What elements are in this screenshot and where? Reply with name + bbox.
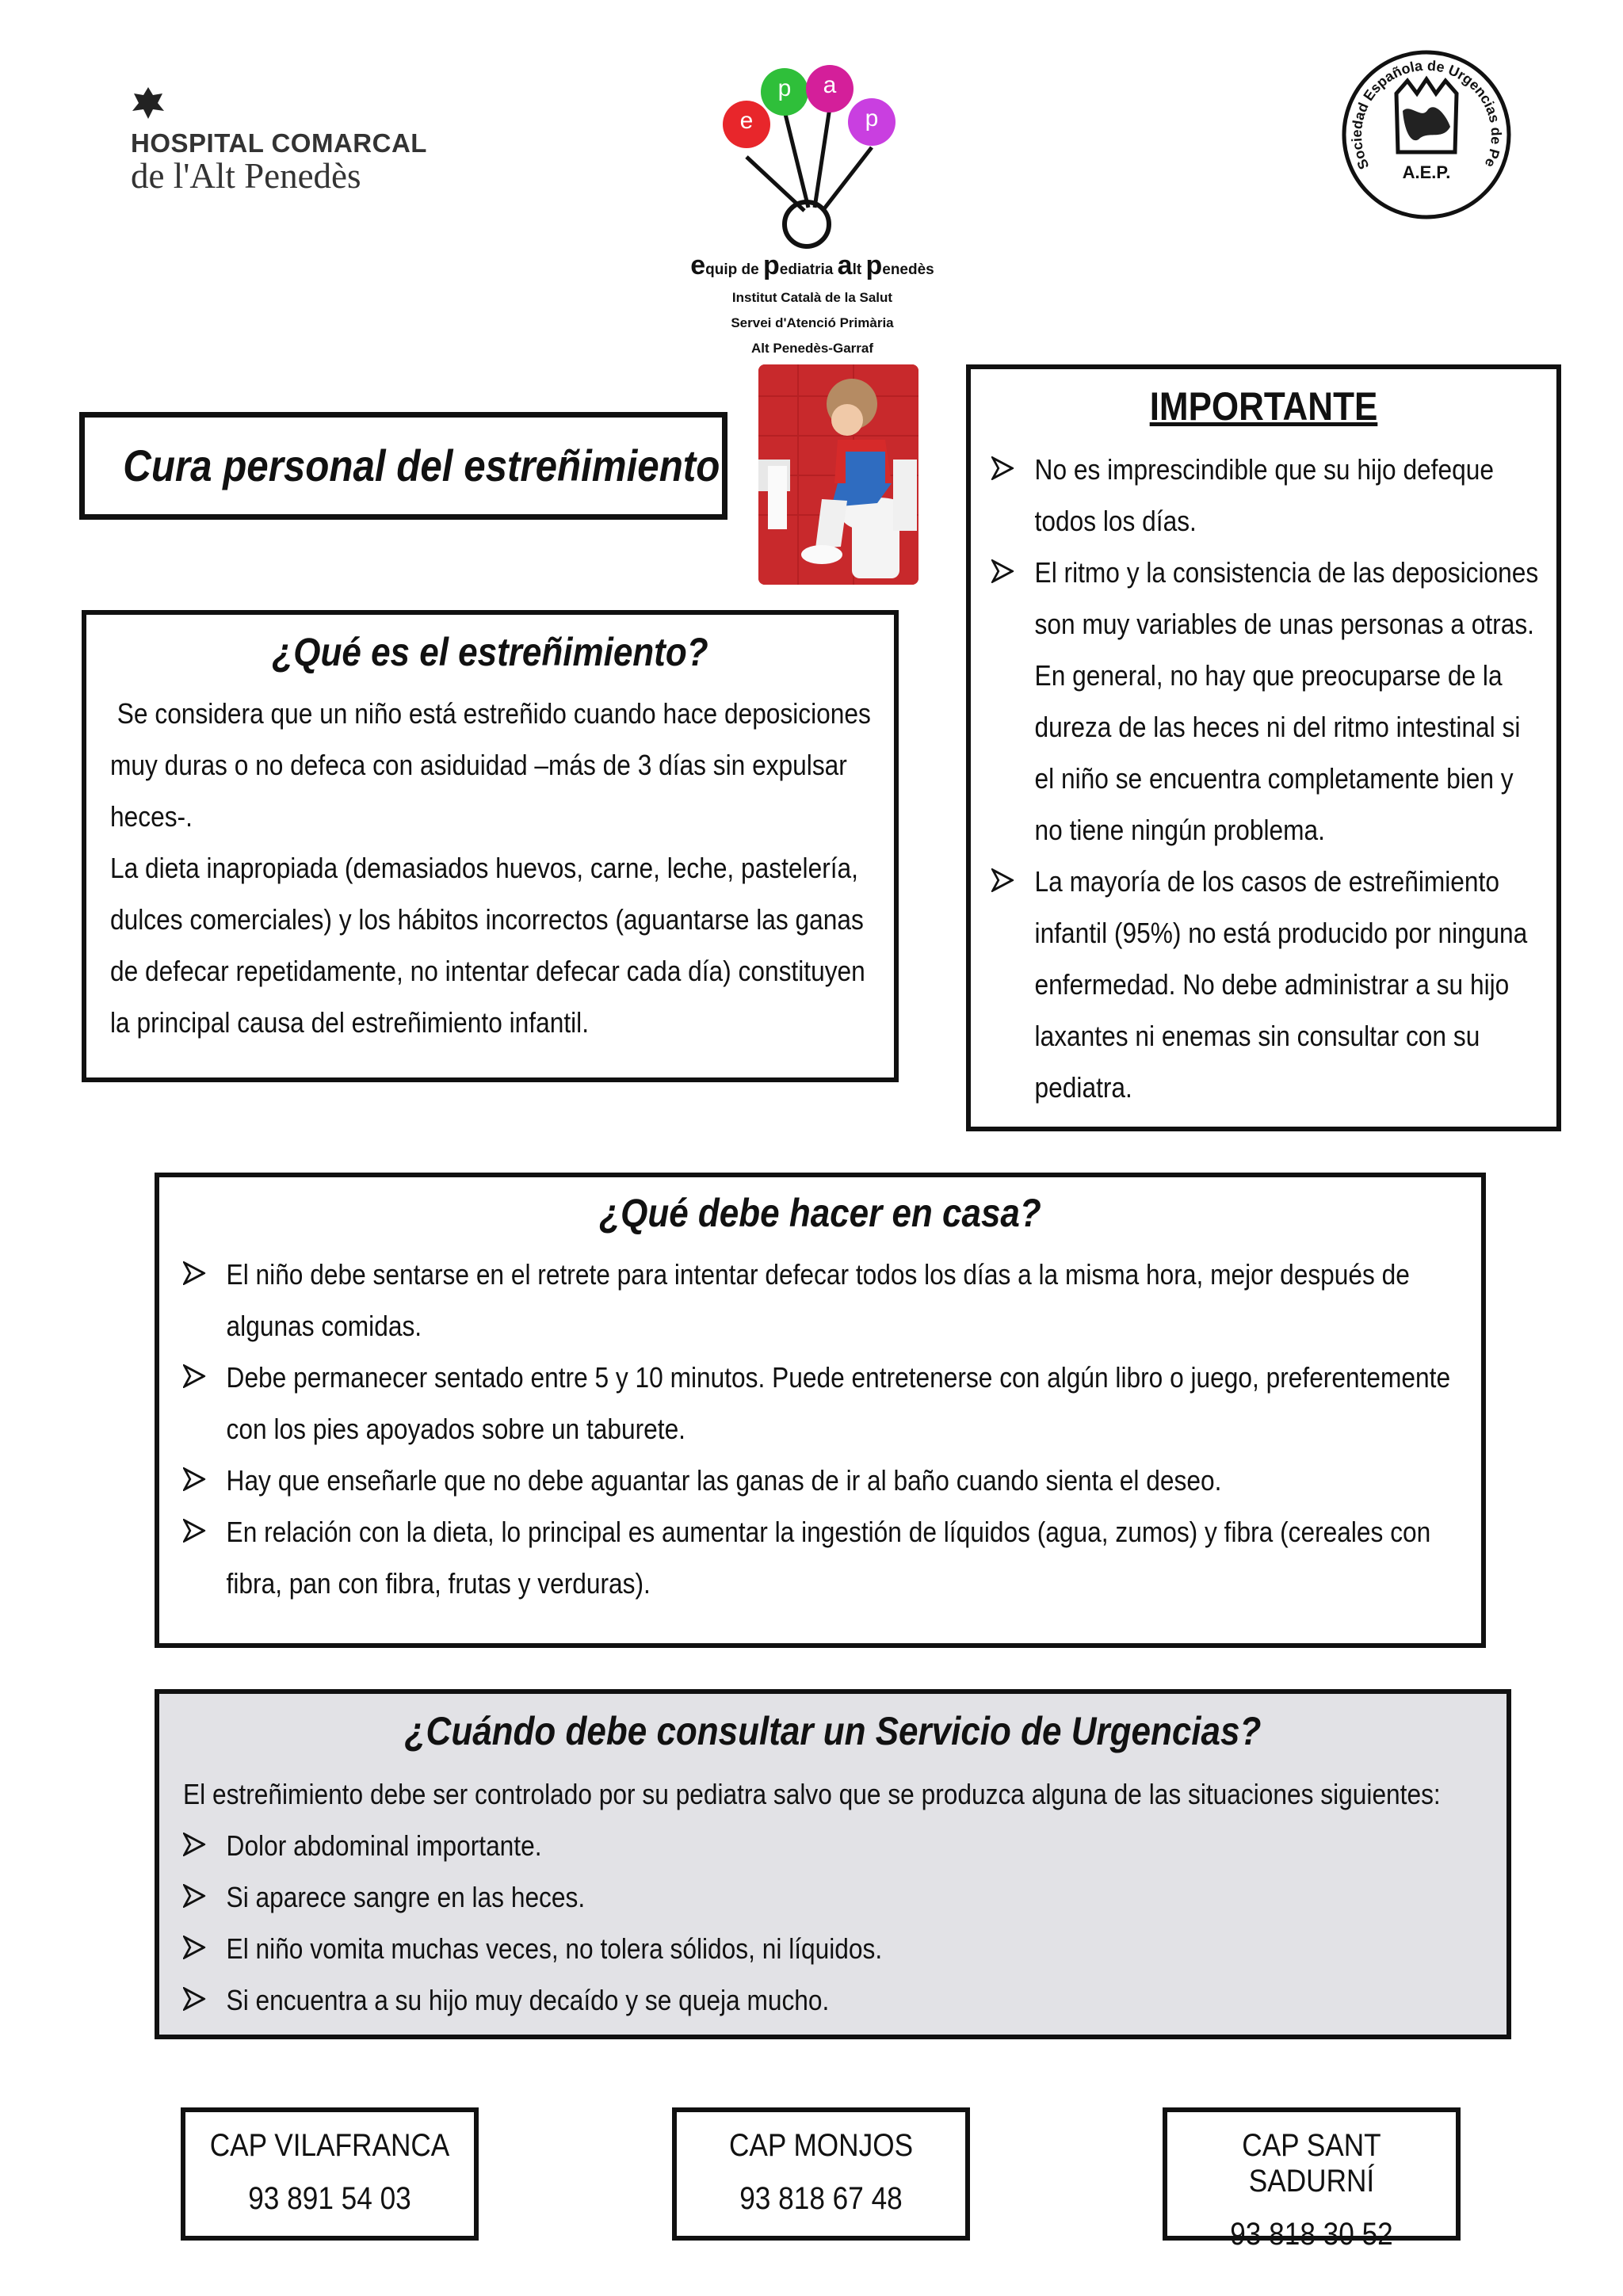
importante-box: [966, 364, 1561, 1131]
epap-line-2: Servei d'Atenció Primària: [731, 315, 894, 330]
hospital-name-line2: de l'Alt Penedès: [131, 156, 361, 196]
list-item: En relación con la dieta, lo principal es aumentar la ingestión de líquidos (agua, zumos) y fibra (cereales con fibra, pan con fibra, frutas y verduras).: [183, 1506, 1480, 1609]
aep-seal-logo: [1339, 48, 1514, 222]
balloons-icon: [682, 63, 943, 254]
urgencias-intro: El estreñimiento debe ser controlado por su pediatra salvo que se produzca alguna de las situaciones siguientes:: [183, 1778, 1441, 1810]
list-item: El niño debe sentarse en el retrete para intentar defecar todos los días a la misma hora, mejor después de algunas comidas.: [183, 1249, 1480, 1352]
contact-name: CAP SANT SADURNÍ: [1242, 2128, 1381, 2199]
arrow-bullet-icon: [183, 1506, 211, 1543]
hospital-name-line1: HOSPITAL COMARCAL: [131, 128, 427, 158]
que-es-line: heces-.: [110, 800, 193, 833]
epap-logo: [682, 63, 943, 357]
contact-name: CAP VILAFRANCA: [209, 2128, 450, 2163]
contact-name: CAP MONJOS: [728, 2128, 914, 2163]
seal-abbrev: A.E.P.: [1402, 162, 1451, 182]
list-item: La mayoría de los casos de estreñimiento infantil (95%) no está producido por ninguna enfermedad. No debe administrar a su hijo laxantes ni enemas sin consultar con su pediatra.: [991, 856, 1549, 1113]
contact-box-monjos: [672, 2107, 970, 2241]
contact-phone: 93 891 54 03: [248, 2181, 411, 2216]
arrow-bullet-icon: [183, 1974, 211, 2011]
en-casa-list: [183, 1249, 1480, 1609]
arrow-bullet-icon: [183, 1249, 211, 1285]
list-item: Hay que enseñarle que no debe aguantar las ganas de ir al baño cuando sienta el deseo.: [183, 1455, 1480, 1506]
contact-box-sant-sadurni: [1163, 2107, 1461, 2252]
arrow-bullet-icon: [183, 1820, 211, 1856]
contact-phone: 93 818 30 52: [1230, 2217, 1393, 2252]
que-es-line: Se considera que un niño está estreñido cuando hace deposiciones: [110, 697, 871, 730]
list-item: El niño vomita muchas veces, no tolera sólidos, ni líquidos.: [183, 1923, 1438, 1974]
urgencias-heading: ¿Cuándo debe consultar un Servicio de Urgencias?: [404, 1709, 1262, 1753]
arrow-bullet-icon: [183, 1352, 211, 1388]
list-item: Si aparece sangre en las heces.: [183, 1871, 1438, 1923]
arrow-bullet-icon: [991, 547, 1019, 583]
grape-leaf-icon: [131, 86, 166, 120]
urgencias-list: [183, 1820, 1438, 2026]
que-es-line: de defecar repetidamente, no intentar defecar cada día) constituyen: [110, 955, 865, 987]
arrow-bullet-icon: [183, 1455, 211, 1491]
que-es-line: muy duras o no defeca con asiduidad –más de 3 días sin expulsar: [110, 749, 847, 781]
que-es-line: la principal causa del estreñimiento infantil.: [110, 1006, 590, 1039]
epap-line-1: Institut Català de la Salut: [731, 290, 893, 305]
contact-phone: 93 818 67 48: [739, 2181, 903, 2216]
que-es-heading: ¿Qué es el estreñimiento?: [272, 630, 708, 674]
balloon-letter-p2: p: [865, 105, 879, 132]
seal-emblem: [1339, 48, 1514, 222]
contact-box-vilafranca: [181, 2107, 479, 2241]
balloon-letter-a: a: [823, 72, 837, 98]
arrow-bullet-icon: [183, 1923, 211, 1959]
epap-line-3: Alt Penedès-Garraf: [751, 341, 873, 356]
en-casa-heading: ¿Qué debe hacer en casa?: [599, 1191, 1041, 1235]
epap-full-name: equip de pediatria alt penedès: [690, 250, 934, 280]
child-on-toilet-photo: [758, 364, 918, 585]
arrow-bullet-icon: [991, 444, 1019, 480]
urgencias-box: [155, 1689, 1511, 2039]
list-item: Debe permanecer sentado entre 5 y 10 minutos. Puede entretenerse con algún libro o juego, preferentemente con los pies apoyados sobre un taburete.: [183, 1352, 1480, 1455]
en-casa-box: [155, 1173, 1486, 1648]
list-item: El ritmo y la consistencia de las deposiciones son muy variables de unas personas a otras. En general, no hay que preocuparse de la dureza de las heces ni del ritmo intestinal si el niño se encuentra completamente bien y no tiene ningún problema.: [991, 547, 1549, 856]
page-title-box: [79, 412, 727, 520]
hospital-logo: [131, 86, 432, 204]
list-item: Si encuentra a su hijo muy decaído y se queja mucho.: [183, 1974, 1438, 2026]
seal-ring-text: Sociedad Española de Urgencias de Pe: [1348, 57, 1505, 172]
balloon-letter-p1: p: [777, 75, 792, 101]
que-es-line: dulces comerciales) y los hábitos incorrectos (aguantarse las ganas: [110, 903, 864, 936]
que-es-line: La dieta inapropiada (demasiados huevos, carne, leche, pastelería,: [110, 852, 858, 884]
list-item: Dolor abdominal importante.: [183, 1820, 1438, 1871]
importante-list: [991, 444, 1549, 1113]
list-item: No es imprescindible que su hijo defeque todos los días.: [991, 444, 1549, 547]
importante-heading: IMPORTANTE: [1149, 384, 1378, 429]
que-es-body: [110, 688, 877, 1048]
que-es-box: [82, 610, 899, 1082]
arrow-bullet-icon: [991, 856, 1019, 892]
arrow-bullet-icon: [183, 1871, 211, 1908]
page-title: Cura personal del estreñimiento: [123, 441, 720, 490]
balloon-letter-e: e: [739, 108, 754, 134]
